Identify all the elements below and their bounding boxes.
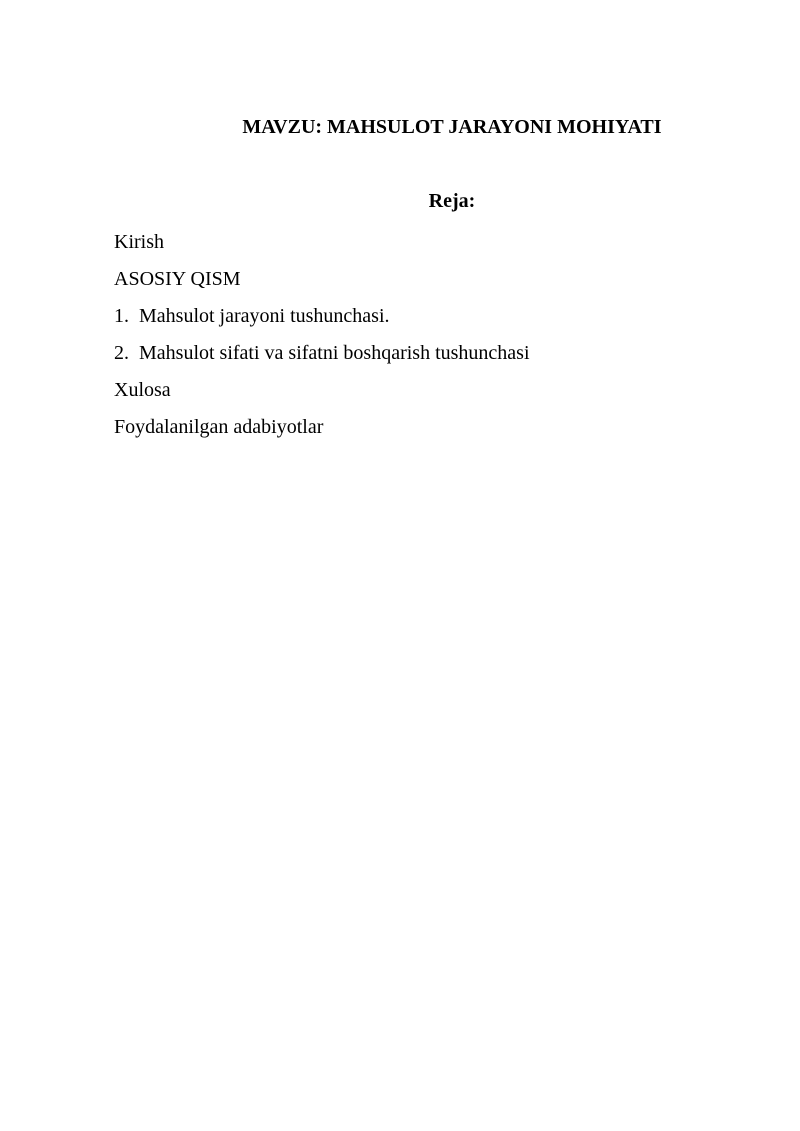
- plan-item-label: Mahsulot sifati va sifatni boshqarish tushunchasi: [139, 342, 530, 364]
- plan-item-label: ASOSIY QISM: [114, 268, 241, 290]
- plan-item-label: Xulosa: [114, 379, 171, 401]
- plan-item-label: Kirish: [114, 231, 164, 253]
- plan-item-2: [114, 335, 530, 372]
- plan-item-number: 1.: [114, 305, 129, 327]
- plan-item-main-part: [114, 261, 530, 298]
- plan-heading: Reja:: [428, 190, 476, 212]
- plan-item-conclusion: [114, 372, 530, 409]
- plan-item-1: [114, 298, 530, 335]
- plan-item-references: [114, 409, 530, 446]
- plan-item-intro: [114, 224, 530, 261]
- plan-item-label: Mahsulot jarayoni tushunchasi.: [139, 305, 390, 327]
- plan-item-label: Foydalanilgan adabiyotlar: [114, 416, 324, 438]
- document-title: MAVZU: MAHSULOT JARAYONI MOHIYATI: [242, 116, 662, 138]
- plan-list: [114, 224, 530, 446]
- plan-item-number: 2.: [114, 342, 129, 364]
